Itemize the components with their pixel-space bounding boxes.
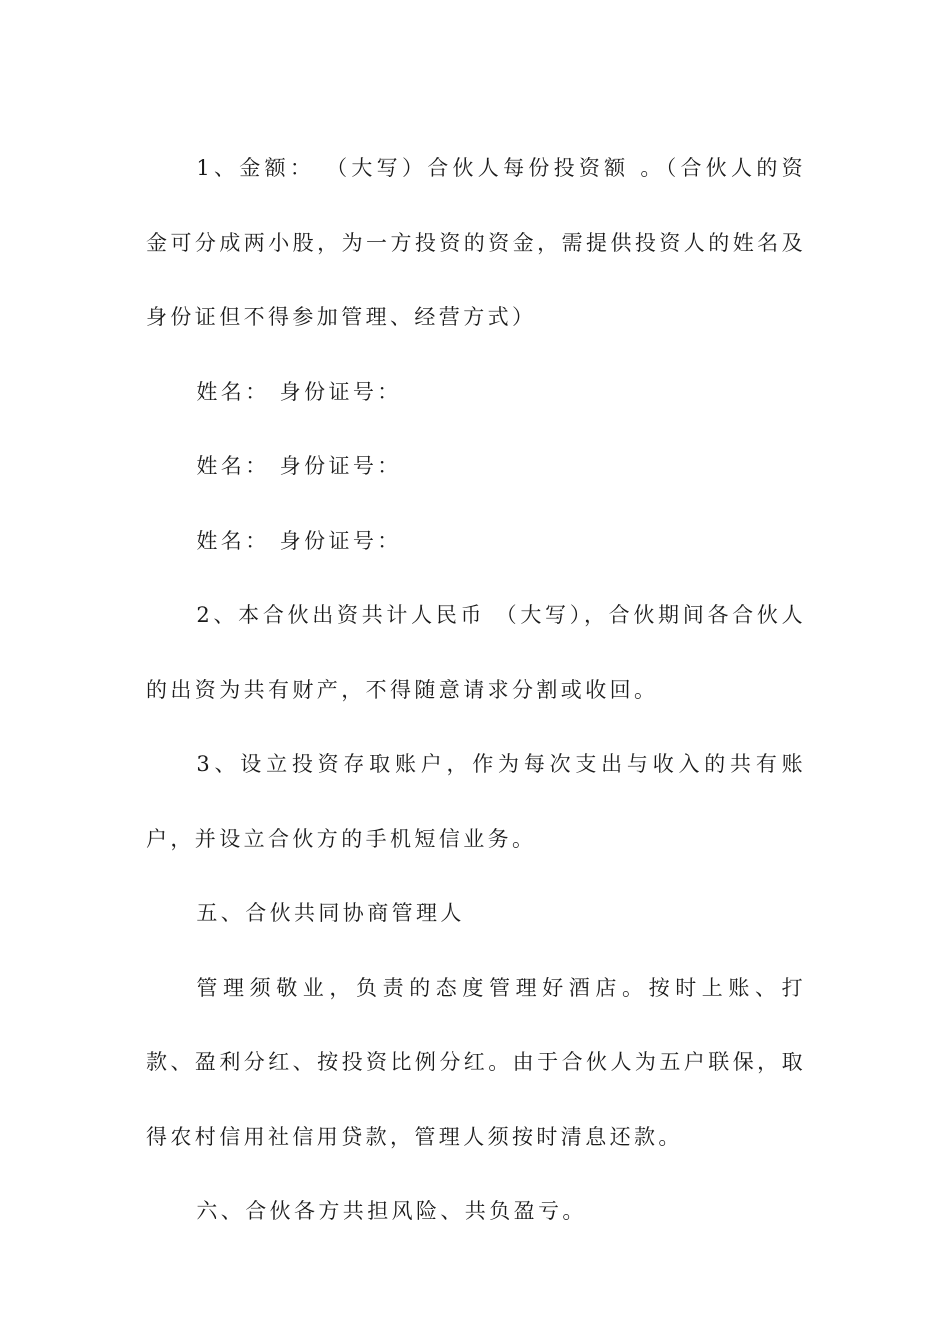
- paragraph-name-id-1: 姓名： 身份证号：: [196, 379, 402, 404]
- section-heading-manager: 五、合伙共同协商管理人: [196, 901, 465, 925]
- paragraph-account: 3、设立投资存取账户，作为每次支出与收入的共有账户，并设立合伙方的手机短信业务。: [146, 752, 806, 851]
- paragraph-amount: 1、金额： （大写）合伙人每份投资额 。（合伙人的资金可分成两小股，为一方投资的资金，需提供投资人的姓名及身份证但不得参加管理、经营方式）: [146, 156, 806, 329]
- paragraph-name-id-3: 姓名： 身份证号：: [196, 528, 402, 553]
- section-heading-risk: 六、合伙各方共担风险、共负盈亏。: [196, 1199, 587, 1223]
- document-body: [146, 131, 806, 1249]
- paragraph-management-duties: 管理须敬业，负责的态度管理好酒店。按时上账、打款、盈利分红、按投资比例分红。由于合伙人为五户联保，取得农村信用社信用贷款，管理人须按时清息还款。: [146, 975, 806, 1149]
- paragraph-total-capital: 2、本合伙出资共计人民币 （大写），合伙期间各合伙人的出资为共有财产，不得随意请求分割或收回。: [146, 603, 806, 702]
- paragraph-name-id-2: 姓名： 身份证号：: [196, 454, 402, 478]
